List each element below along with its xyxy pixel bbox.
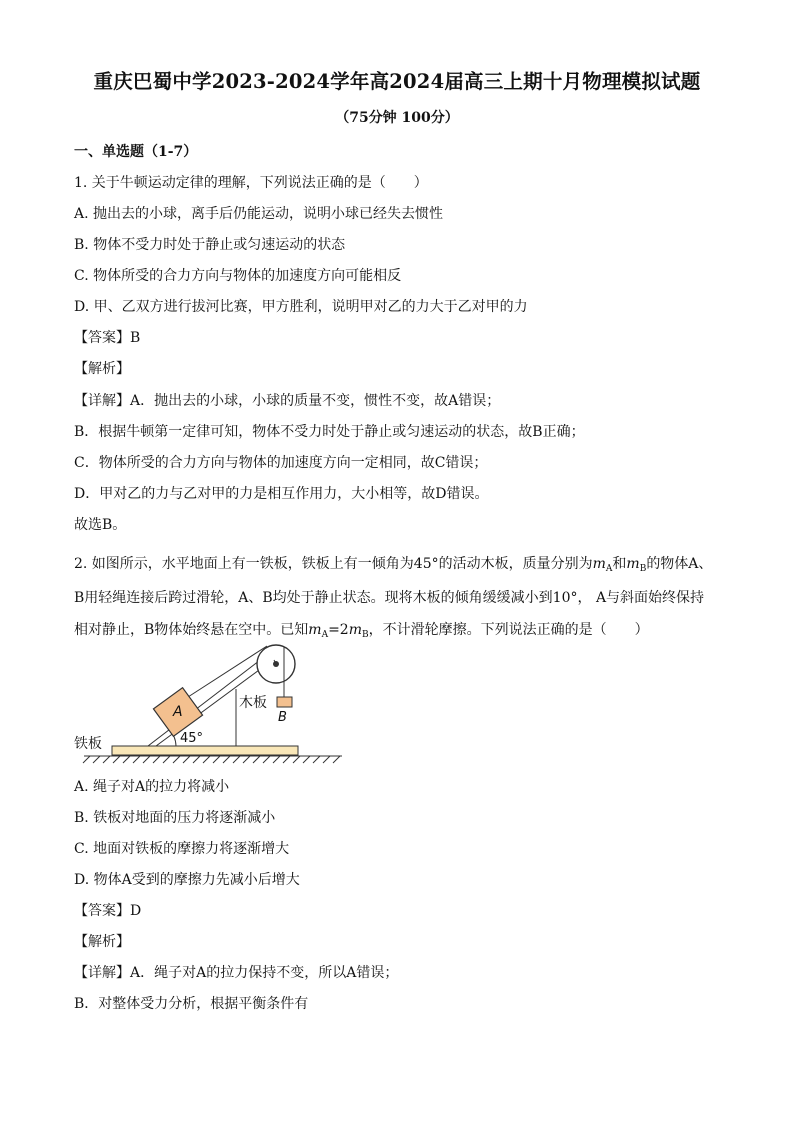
- q1-option-a: A. 抛出去的小球，离手后仍能运动，说明小球已经失去惯性: [74, 206, 444, 222]
- label-block-a: A: [173, 704, 183, 720]
- q2-stem-line1: 2. 如图所示，水平地面上有一铁板，铁板上有一倾角为45°的活动木板，质量分别为$m_A$和$m_B$的物体A、: [74, 556, 713, 574]
- label-iron-plate: 铁板: [74, 736, 102, 752]
- incline-pulley-figure: [70, 642, 360, 770]
- q1-option-b: B. 物体不受力时处于静止或匀速运动的状态: [74, 237, 346, 253]
- q2-answer: 【答案】D: [74, 903, 142, 919]
- q2-option-c: C. 地面对铁板的摩擦力将逐渐增大: [74, 841, 290, 857]
- q1-option-d: D. 甲、乙双方进行拔河比赛，甲方胜利，说明甲对乙的力大于乙对甲的力: [74, 299, 528, 315]
- q2-option-b: B. 铁板对地面的压力将逐渐减小: [74, 810, 276, 826]
- q1-option-c: C. 物体所受的合力方向与物体的加速度方向可能相反: [74, 268, 402, 284]
- page-title: 重庆巴蜀中学2023-2024学年高2024届高三上期十月物理模拟试题: [93, 70, 701, 93]
- q1-detail-a: 【详解】A．抛出去的小球，小球的质量不变，惯性不变，故A错误；: [74, 393, 501, 409]
- page-subtitle: （75分钟 100分）: [335, 110, 459, 126]
- q1-detail-d: D．甲对乙的力与乙对甲的力是相互作用力，大小相等，故D错误。: [74, 486, 489, 502]
- block-b: [277, 697, 292, 707]
- q1-analysis-label: 【解析】: [74, 361, 130, 377]
- q2-detail-b: B．对整体受力分析，根据平衡条件有: [74, 996, 309, 1012]
- label-angle: 45°: [180, 731, 204, 746]
- q2-stem-line2: B用轻绳连接后跨过滑轮，A、B均处于静止状态。现将木板的倾角缓缓减小到10°， A与斜面始终保持: [74, 590, 705, 606]
- label-block-b: B: [278, 710, 287, 725]
- iron-plate: [112, 746, 298, 755]
- q1-detail-c: C．物体所受的合力方向与物体的加速度方向一定相同，故C错误；: [74, 455, 488, 471]
- q2-detail-a: 【详解】A．绳子对A的拉力保持不变，所以A错误；: [74, 965, 399, 981]
- q2-option-d: D. 物体A受到的摩擦力先减小后增大: [74, 872, 300, 888]
- q1-stem: 1. 关于牛顿运动定律的理解，下列说法正确的是（ ）: [74, 175, 428, 191]
- q2-option-a: A. 绳子对A的拉力将减小: [74, 779, 230, 795]
- ground-hatching: [83, 756, 342, 763]
- label-wooden-board: 木板: [239, 695, 267, 711]
- q1-detail-b: B．根据牛顿第一定律可知，物体不受力时处于静止或匀速运动的状态，故B正确；: [74, 424, 585, 440]
- section-heading: 一、单选题（1-7）: [74, 144, 198, 160]
- q2-analysis-label: 【解析】: [74, 934, 130, 950]
- q1-answer: 【答案】B: [74, 330, 141, 346]
- q2-stem-line3: 相对静止，B物体始终悬在空中。已知$m_A=2m_B$，不计滑轮摩擦。下列说法正确的是（ ）: [74, 622, 649, 640]
- q1-conclusion: 故选B。: [74, 517, 127, 533]
